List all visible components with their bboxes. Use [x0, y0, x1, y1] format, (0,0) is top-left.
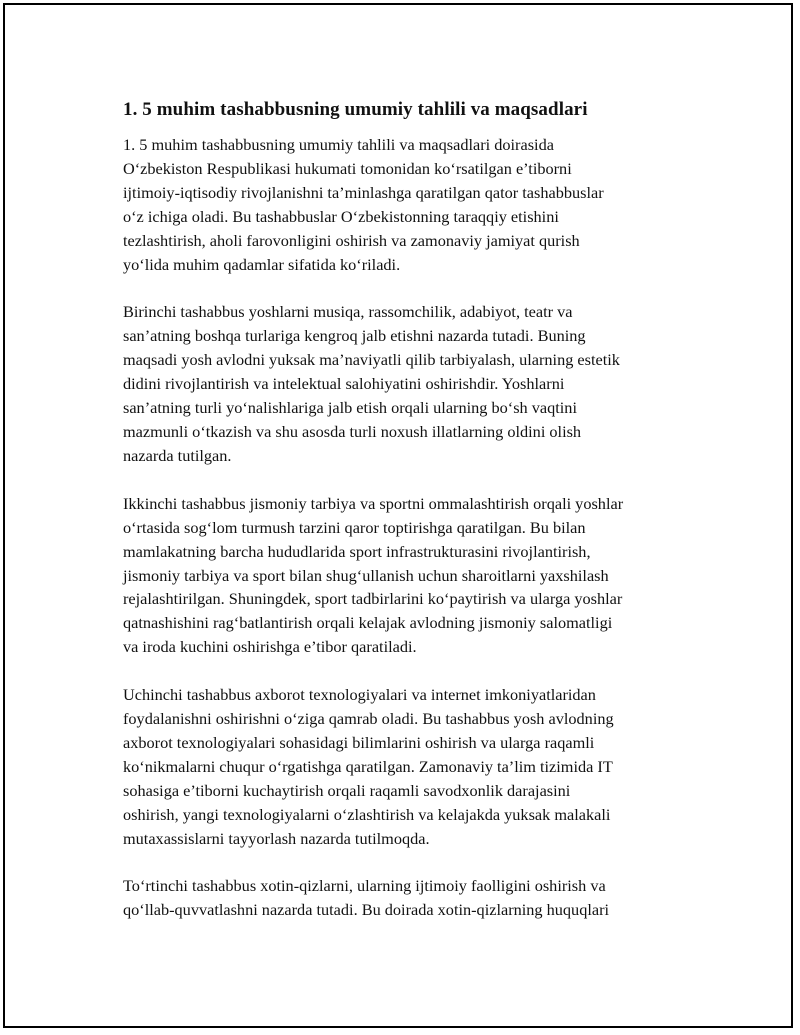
text-line: o‘rtasida sog‘lom turmush tarzini qaror toptirishga qaratilgan. Bu bilan — [123, 517, 586, 537]
paragraph-third-initiative — [123, 683, 703, 850]
text-line: axborot texnologiyalari sohasidagi bilimlarini oshirish va ularga raqamli — [123, 732, 595, 752]
text-line: o‘z ichiga oladi. Bu tashabbuslar O‘zbekistonning taraqqiy etishini — [123, 206, 559, 226]
text-line: To‘rtinchi tashabbus xotin-qizlarni, ularning ijtimoiy faolligini oshirish va — [123, 876, 606, 896]
text-line: va iroda kuchini oshirishga e’tibor qaratiladi. — [123, 637, 417, 657]
document-title: 1. 5 muhim tashabbusning umumiy tahlili va maqsadlari — [123, 99, 588, 120]
text-line: rejalashtirilgan. Shuningdek, sport tadbirlarini ko‘paytirish va ularga yoshlar — [123, 589, 623, 609]
text-line: yo‘lida muhim qadamlar sifatida ko‘riladi. — [123, 254, 401, 274]
text-line: Ikkinchi tashabbus jismoniy tarbiya va sportni ommalashtirish orqali yoshlar — [123, 493, 624, 513]
text-line: qo‘llab-quvvatlashni nazarda tutadi. Bu doirada xotin-qizlarning huquqlari — [123, 900, 610, 920]
text-line: O‘zbekiston Respublikasi hukumati tomonidan ko‘rsatilgan e’tiborni — [123, 158, 572, 178]
text-line: mamlakatning barcha hududlarida sport infrastrukturasini rivojlantirish, — [123, 541, 591, 561]
text-line: jismoniy tarbiya va sport bilan shug‘ullanish uchun sharoitlarni yaxshilash — [123, 565, 609, 585]
text-line: ko‘nikmalarni chuqur o‘rgatishga qaratilgan. Zamonaviy ta’lim tizimida IT — [123, 756, 613, 776]
text-line: san’atning turli yo‘nalishlariga jalb etish orqali ularning bo‘sh vaqtini — [123, 398, 577, 418]
text-line: foydalanishni oshirishni o‘ziga qamrab oladi. Bu tashabbus yosh avlodning — [123, 709, 614, 729]
text-line: didini rivojlantirish va intelektual salohiyatini oshirishdir. Yoshlarni — [123, 374, 565, 394]
text-line: Uchinchi tashabbus axborot texnologiyalari va internet imkoniyatlaridan — [123, 685, 596, 705]
text-line: san’atning boshqa turlariga kengroq jalb etishni nazarda tutadi. Buning — [123, 326, 586, 346]
paragraph-intro — [123, 133, 703, 276]
text-line: tezlashtirish, aholi farovonligini oshirish va zamonaviy jamiyat qurish — [123, 230, 580, 250]
document-body — [123, 97, 703, 946]
text-line: mazmunli o‘tkazish va shu asosda turli noxush illatlarning oldini olish — [123, 421, 582, 441]
paragraph-second-initiative — [123, 492, 703, 659]
text-line: qatnashishini rag‘batlantirish orqali kelajak avlodning jismoniy salomatligi — [123, 613, 613, 633]
text-line: sohasiga e’tiborni kuchaytirish orqali raqamli savodxonlik darajasini — [123, 780, 571, 800]
text-line: ijtimoiy-iqtisodiy rivojlanishni ta’minlashga qaratilgan qator tashabbuslar — [123, 182, 604, 202]
page-frame — [3, 3, 793, 1028]
text-line: nazarda tutilgan. — [123, 445, 232, 465]
paragraph-fourth-initiative — [123, 874, 703, 922]
text-line: Birinchi tashabbus yoshlarni musiqa, rassomchilik, adabiyot, teatr va — [123, 302, 573, 322]
text-line: 1. 5 muhim tashabbusning umumiy tahlili va maqsadlari doirasida — [123, 135, 554, 154]
text-line: oshirish, yangi texnologiyalarni o‘zlashtirish va kelajakda yuksak malakali — [123, 804, 611, 824]
text-line: mutaxassislarni tayyorlash nazarda tutilmoqda. — [123, 828, 430, 848]
paragraph-first-initiative — [123, 300, 703, 467]
text-line: maqsadi yosh avlodni yuksak ma’naviyatli qilib tarbiyalash, ularning estetik — [123, 350, 620, 370]
